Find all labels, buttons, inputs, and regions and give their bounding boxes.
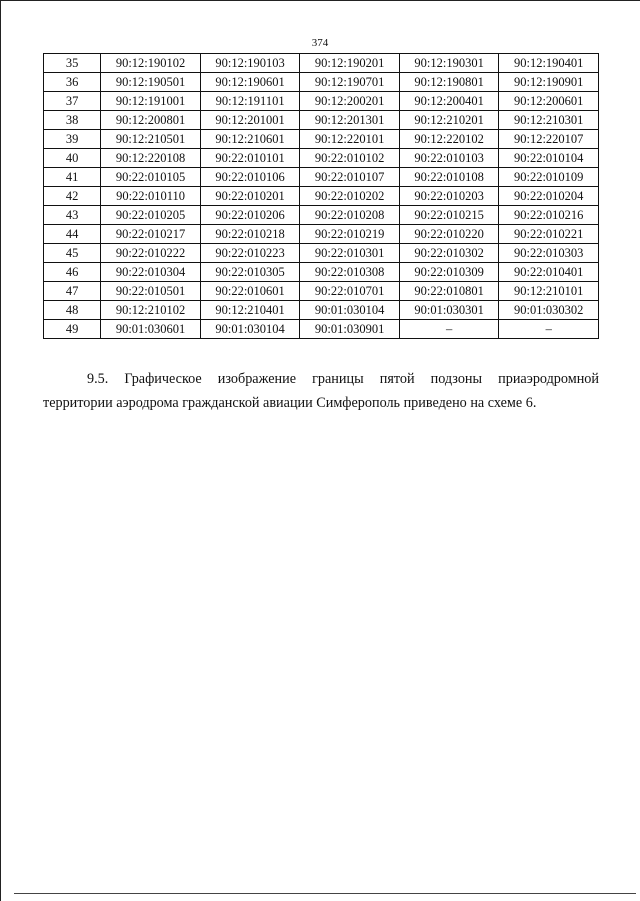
row-number-cell: 35 (44, 54, 101, 73)
cadastral-code-cell: 90:22:010801 (399, 282, 499, 301)
cadastral-code-cell: 90:12:210401 (200, 301, 300, 320)
paragraph-line-1: 9.5. Графическое изображение границы пятой подзоны приаэродромной (87, 371, 599, 387)
cadastral-code-cell: 90:01:030601 (101, 320, 201, 339)
row-number-cell: 37 (44, 92, 101, 111)
cadastral-code-cell: 90:22:010301 (300, 244, 400, 263)
cadastral-code-cell: 90:22:010309 (399, 263, 499, 282)
row-number-cell: 42 (44, 187, 101, 206)
cadastral-code-cell: 90:22:010601 (200, 282, 300, 301)
table-row (44, 111, 599, 130)
cadastral-code-cell: 90:12:190401 (499, 54, 599, 73)
cadastral-code-cell: 90:22:010302 (399, 244, 499, 263)
table-row (44, 73, 599, 92)
cadastral-code-cell: 90:22:010202 (300, 187, 400, 206)
cadastral-code-cell: 90:12:210601 (200, 130, 300, 149)
cadastral-code-cell: 90:22:010223 (200, 244, 300, 263)
cadastral-code-cell: 90:22:010110 (101, 187, 201, 206)
row-number-cell: 40 (44, 149, 101, 168)
cadastral-code-cell: 90:12:220108 (101, 149, 201, 168)
cadastral-code-cell: 90:12:220107 (499, 130, 599, 149)
cadastral-code-cell: 90:22:010401 (499, 263, 599, 282)
table-row (44, 92, 599, 111)
cadastral-code-cell: 90:22:010102 (300, 149, 400, 168)
row-number-cell: 46 (44, 263, 101, 282)
row-number-cell: 44 (44, 225, 101, 244)
row-number-cell: 38 (44, 111, 101, 130)
cadastral-code-cell: 90:12:190801 (399, 73, 499, 92)
cadastral-code-cell: 90:22:010218 (200, 225, 300, 244)
cadastral-code-cell: 90:12:200201 (300, 92, 400, 111)
cadastral-code-cell: 90:22:010222 (101, 244, 201, 263)
cadastral-code-cell: 90:12:190103 (200, 54, 300, 73)
table-row (44, 54, 599, 73)
cadastral-code-cell: 90:12:190201 (300, 54, 400, 73)
row-number-cell: 39 (44, 130, 101, 149)
cadastral-code-cell: 90:01:030104 (300, 301, 400, 320)
cadastral-code-cell: 90:22:010221 (499, 225, 599, 244)
cadastral-code-cell: 90:22:010103 (399, 149, 499, 168)
cadastral-code-cell: 90:22:010308 (300, 263, 400, 282)
cadastral-code-cell: 90:22:010101 (200, 149, 300, 168)
row-number-cell: 41 (44, 168, 101, 187)
cadastral-code-cell: 90:22:010205 (101, 206, 201, 225)
cadastral-code-cell: 90:12:200401 (399, 92, 499, 111)
cadastral-code-cell: 90:22:010501 (101, 282, 201, 301)
cadastral-code-cell: 90:12:190701 (300, 73, 400, 92)
section-paragraph (43, 367, 599, 415)
cadastral-code-cell: 90:12:191001 (101, 92, 201, 111)
cadastral-code-cell: 90:01:030104 (200, 320, 300, 339)
cadastral-code-cell: 90:22:010701 (300, 282, 400, 301)
page-number: 374 (311, 37, 329, 49)
cadastral-code-cell: 90:22:010107 (300, 168, 400, 187)
table-row (44, 206, 599, 225)
cadastral-code-cell: – (399, 320, 499, 339)
cadastral-code-cell: 90:12:220102 (399, 130, 499, 149)
table-row (44, 149, 599, 168)
cadastral-code-cell: 90:22:010106 (200, 168, 300, 187)
cadastral-code-cell: 90:12:210101 (499, 282, 599, 301)
cadastral-code-cell: 90:22:010217 (101, 225, 201, 244)
table-row (44, 130, 599, 149)
cadastral-code-cell: 90:12:190501 (101, 73, 201, 92)
scan-edge-line (14, 893, 636, 894)
row-number-cell: 43 (44, 206, 101, 225)
cadastral-code-cell: – (499, 320, 599, 339)
cadastral-code-cell: 90:22:010215 (399, 206, 499, 225)
cadastral-code-cell: 90:12:201001 (200, 111, 300, 130)
row-number-cell: 36 (44, 73, 101, 92)
cadastral-code-cell: 90:12:200601 (499, 92, 599, 111)
row-number-cell: 45 (44, 244, 101, 263)
cadastral-code-cell: 90:22:010108 (399, 168, 499, 187)
cadastral-blocks-table (43, 53, 599, 339)
cadastral-code-cell: 90:12:210301 (499, 111, 599, 130)
table-row (44, 301, 599, 320)
cadastral-code-cell: 90:22:010109 (499, 168, 599, 187)
cadastral-code-cell: 90:12:191101 (200, 92, 300, 111)
cadastral-code-cell: 90:12:201301 (300, 111, 400, 130)
cadastral-code-cell: 90:22:010201 (200, 187, 300, 206)
cadastral-code-cell: 90:01:030901 (300, 320, 400, 339)
cadastral-code-cell: 90:22:010305 (200, 263, 300, 282)
cadastral-code-cell: 90:12:190601 (200, 73, 300, 92)
cadastral-code-cell: 90:22:010105 (101, 168, 201, 187)
cadastral-code-cell: 90:01:030302 (499, 301, 599, 320)
cadastral-code-cell: 90:22:010219 (300, 225, 400, 244)
cadastral-code-cell: 90:12:220101 (300, 130, 400, 149)
cadastral-code-cell: 90:22:010204 (499, 187, 599, 206)
cadastral-code-cell: 90:22:010206 (200, 206, 300, 225)
table-row (44, 282, 599, 301)
cadastral-code-cell: 90:22:010303 (499, 244, 599, 263)
cadastral-code-cell: 90:22:010104 (499, 149, 599, 168)
cadastral-code-cell: 90:22:010304 (101, 263, 201, 282)
cadastral-code-cell: 90:12:190901 (499, 73, 599, 92)
cadastral-code-cell: 90:12:210102 (101, 301, 201, 320)
cadastral-code-cell: 90:22:010220 (399, 225, 499, 244)
cadastral-code-cell: 90:01:030301 (399, 301, 499, 320)
row-number-cell: 47 (44, 282, 101, 301)
row-number-cell: 49 (44, 320, 101, 339)
cadastral-code-cell: 90:12:200801 (101, 111, 201, 130)
cadastral-code-cell: 90:22:010208 (300, 206, 400, 225)
paragraph-line-2: территории аэродрома гражданской авиации Симферополь приведено на схеме 6. (43, 395, 537, 411)
table-row (44, 225, 599, 244)
table-row (44, 168, 599, 187)
cadastral-code-cell: 90:12:190301 (399, 54, 499, 73)
table-row (44, 187, 599, 206)
table-row (44, 320, 599, 339)
cadastral-code-cell: 90:12:210201 (399, 111, 499, 130)
row-number-cell: 48 (44, 301, 101, 320)
table-row (44, 244, 599, 263)
cadastral-code-cell: 90:22:010203 (399, 187, 499, 206)
cadastral-code-cell: 90:12:190102 (101, 54, 201, 73)
cadastral-code-cell: 90:22:010216 (499, 206, 599, 225)
table-row (44, 263, 599, 282)
cadastral-code-cell: 90:12:210501 (101, 130, 201, 149)
